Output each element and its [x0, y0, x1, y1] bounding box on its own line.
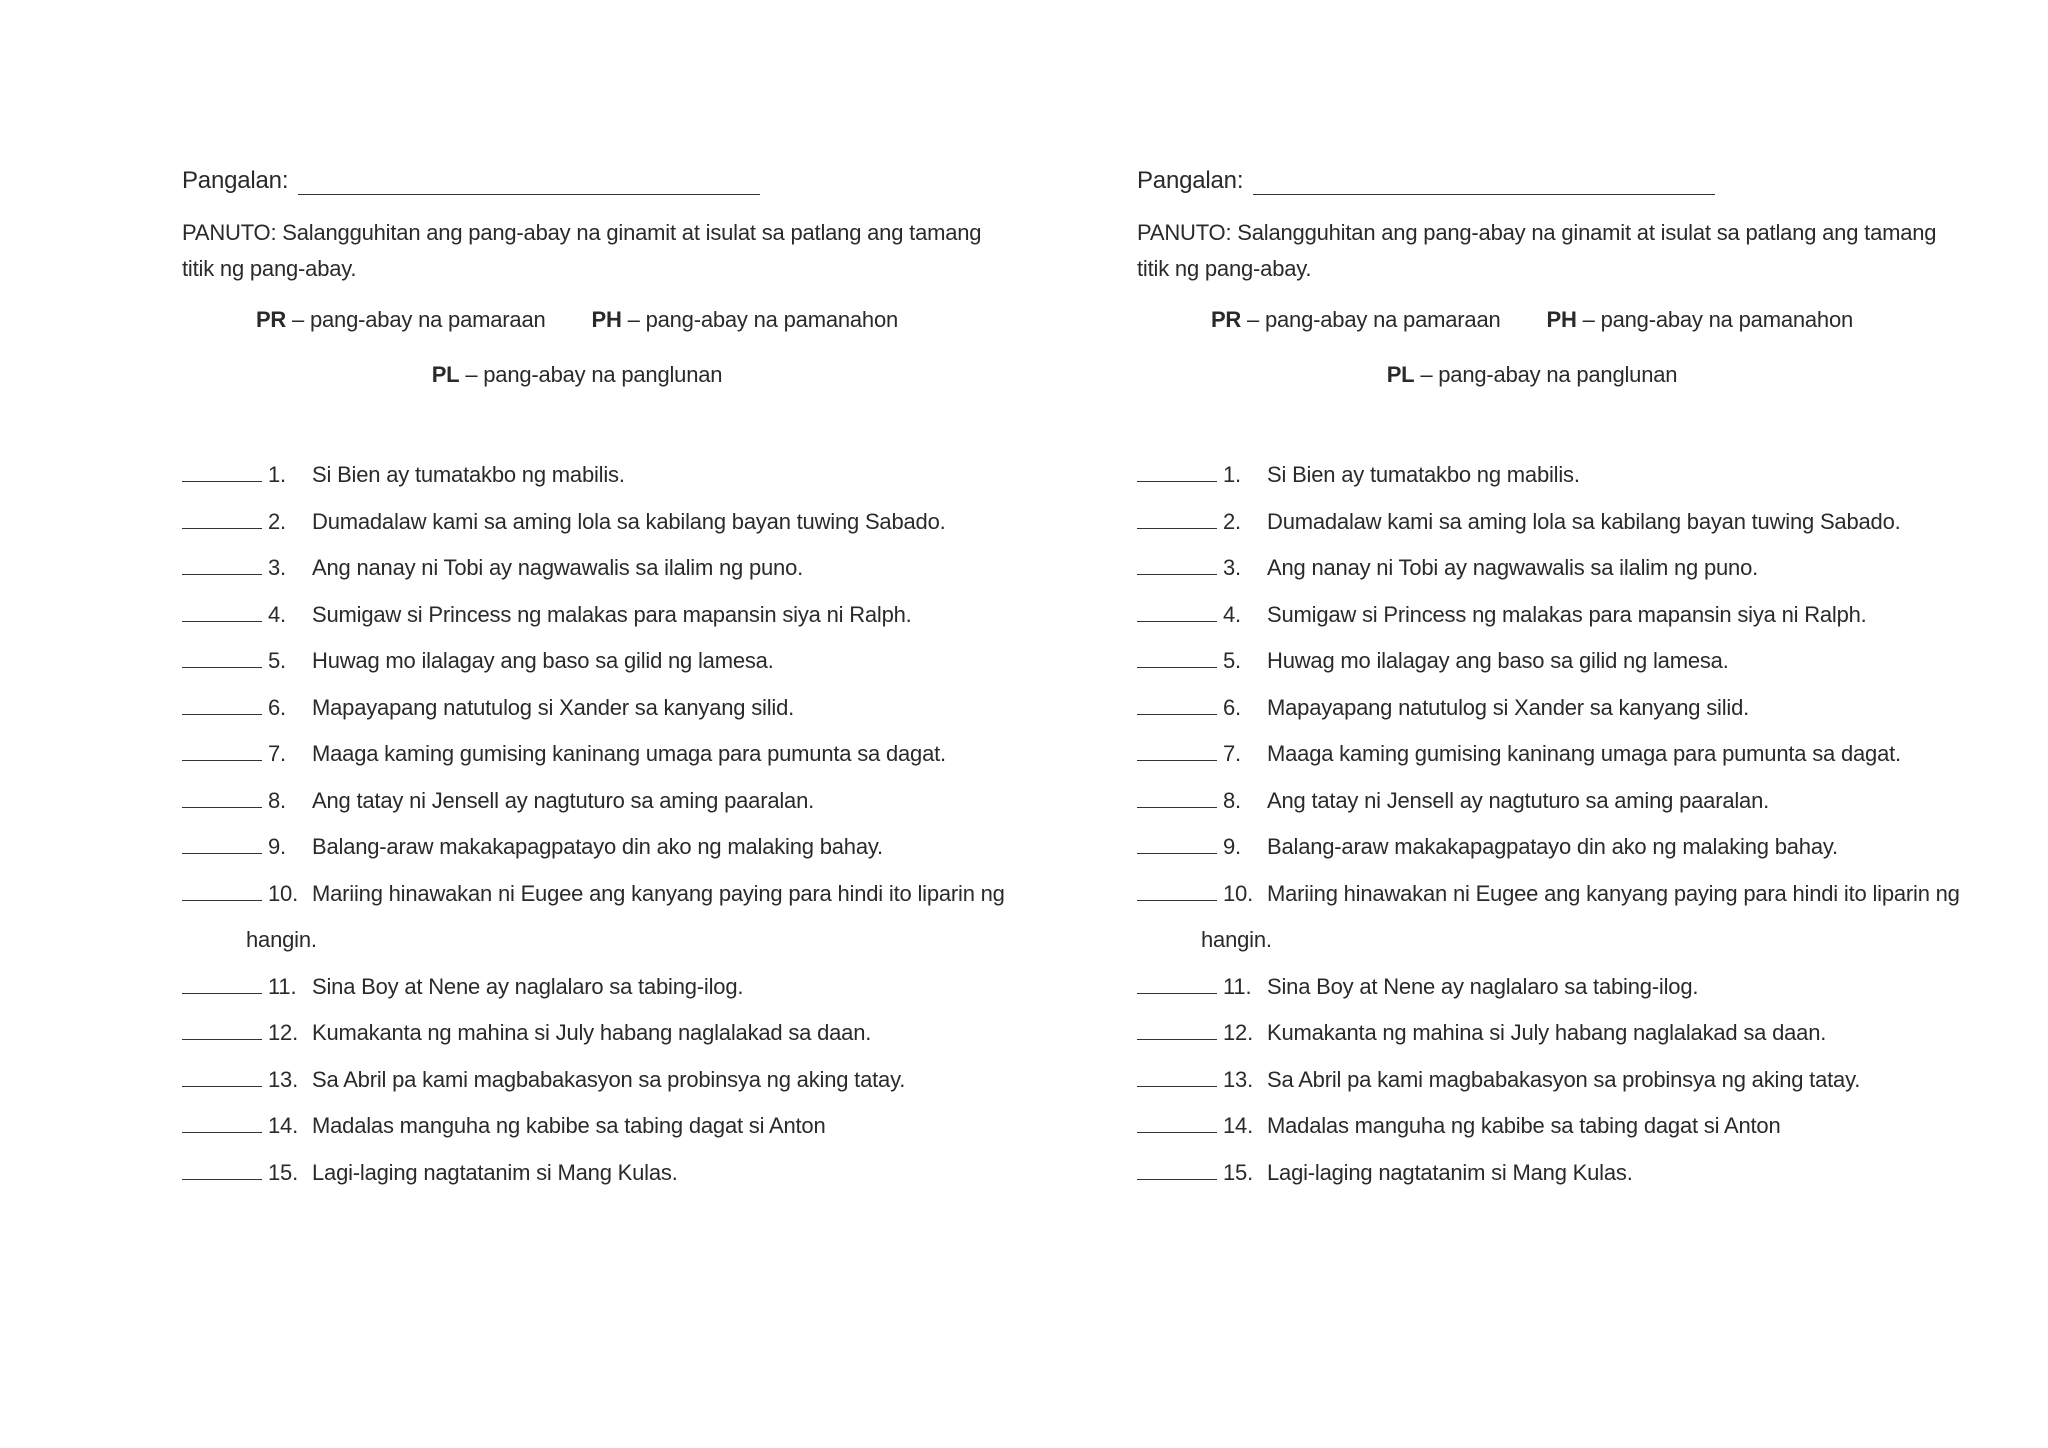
legend-ph: [592, 305, 899, 335]
legend-text: – pang-abay na pamaraan: [286, 307, 546, 332]
legend-row: [1137, 305, 1967, 335]
answer-blank: [182, 459, 262, 482]
item-text: Maaga kaming gumising kaninang umaga para pumunta sa dagat.: [312, 741, 946, 766]
name-blank-line: [1253, 166, 1715, 195]
legend-row: [182, 360, 1012, 390]
answer-blank: [182, 971, 262, 994]
item-list: [182, 452, 1012, 1196]
name-blank-line: [298, 166, 760, 195]
name-label: Pangalan:: [1137, 167, 1244, 194]
legend-code: PL: [431, 362, 460, 387]
answer-blank: [1137, 645, 1217, 668]
legend-code: PH: [591, 307, 622, 332]
answer-blank: [1137, 599, 1217, 622]
item-text: Balang-araw makakapagpatayo din ako ng malaking bahay.: [312, 834, 883, 859]
item-number: 14.: [1223, 1113, 1253, 1138]
item-number: 4.: [1223, 601, 1241, 627]
answer-blank: [1137, 971, 1217, 994]
answer-blank: [182, 1157, 262, 1180]
instructions: PANUTO: Salangguhitan ang pang-abay na ginamit at isulat sa patlang ang tamang titik ng pang-abay.: [1137, 220, 1937, 281]
answer-blank: [182, 645, 262, 668]
legend-code: PL: [1386, 362, 1415, 387]
item-number: 13.: [1223, 1066, 1253, 1092]
list-item: [182, 1150, 1012, 1197]
item-number: 9.: [268, 834, 286, 859]
list-item: [1137, 1150, 1967, 1197]
list-item: [1137, 871, 1967, 964]
answer-blank: [1137, 738, 1217, 761]
answer-blank: [1137, 1157, 1217, 1180]
item-text: Sina Boy at Nene ay naglalaro sa tabing-ilog.: [1267, 973, 1699, 999]
answer-blank: [1137, 878, 1217, 901]
instructions: PANUTO: Salangguhitan ang pang-abay na ginamit at isulat sa patlang ang tamang titik ng pang-abay.: [182, 220, 982, 281]
item-text: Ang tatay ni Jensell ay nagtuturo sa aming paaralan.: [1267, 787, 1770, 813]
list-item: [182, 871, 1012, 964]
list-item: [1137, 731, 1967, 778]
answer-blank: [182, 831, 262, 854]
item-number: 2.: [1223, 508, 1241, 534]
item-text: Si Bien ay tumatakbo ng mabilis.: [312, 462, 625, 487]
answer-blank: [1137, 692, 1217, 715]
item-number: 12.: [268, 1020, 298, 1045]
answer-blank: [1137, 1017, 1217, 1040]
item-text: Lagi-laging nagtatanim si Mang Kulas.: [1267, 1159, 1633, 1185]
answer-blank: [182, 506, 262, 529]
item-number: 4.: [268, 601, 286, 627]
list-item: [182, 499, 1012, 546]
legend-ph: [1547, 305, 1854, 335]
item-text: Dumadalaw kami sa aming lola sa kabilang bayan tuwing Sabado.: [1267, 508, 1901, 534]
item-text: Dumadalaw kami sa aming lola sa kabilang bayan tuwing Sabado.: [312, 508, 946, 534]
item-text: Sumigaw si Princess ng malakas para mapansin siya ni Ralph.: [1267, 601, 1867, 627]
item-text: Huwag mo ilalagay ang baso sa gilid ng lamesa.: [312, 648, 774, 673]
item-text: Sa Abril pa kami magbabakasyon sa probinsya ng aking tatay.: [1267, 1066, 1861, 1092]
list-item: [1137, 685, 1967, 732]
list-item: [182, 452, 1012, 499]
item-text: Sina Boy at Nene ay naglalaro sa tabing-ilog.: [312, 973, 744, 999]
item-number: 10.: [268, 880, 298, 906]
list-item: [182, 1010, 1012, 1057]
item-text: Ang nanay ni Tobi ay nagwawalis sa ilalim ng puno.: [1267, 555, 1759, 580]
item-number: 15.: [268, 1159, 298, 1185]
list-item: [182, 1057, 1012, 1104]
item-text: Lagi-laging nagtatanim si Mang Kulas.: [312, 1159, 678, 1185]
item-text: Ang tatay ni Jensell ay nagtuturo sa aming paaralan.: [312, 787, 815, 813]
answer-blank: [1137, 1110, 1217, 1133]
list-item: [182, 778, 1012, 825]
list-item: [1137, 964, 1967, 1011]
item-number: 11.: [1223, 973, 1252, 999]
item-text: Huwag mo ilalagay ang baso sa gilid ng lamesa.: [1267, 648, 1729, 673]
legend-pl: [432, 360, 723, 390]
item-text: Balang-araw makakapagpatayo din ako ng malaking bahay.: [1267, 834, 1838, 859]
list-item: [1137, 778, 1967, 825]
item-number: 3.: [268, 555, 286, 580]
legend-pl: [1387, 360, 1678, 390]
answer-blank: [182, 785, 262, 808]
answer-blank: [1137, 1064, 1217, 1087]
list-item: [1137, 1103, 1967, 1150]
legend-code: PR: [1210, 307, 1242, 332]
list-item: [182, 1103, 1012, 1150]
answer-blank: [182, 1064, 262, 1087]
legend-text: – pang-abay na pamanahon: [621, 307, 899, 332]
item-text: Mariing hinawakan ni Eugee ang kanyang paying para hindi ito liparin ng: [1267, 880, 1960, 906]
legend-text: – pang-abay na panglunan: [459, 362, 723, 387]
answer-blank: [1137, 831, 1217, 854]
item-number: 3.: [1223, 555, 1241, 580]
answer-blank: [1137, 552, 1217, 575]
item-text: Si Bien ay tumatakbo ng mabilis.: [1267, 462, 1580, 487]
list-item: [182, 685, 1012, 732]
answer-blank: [182, 599, 262, 622]
item-number: 5.: [1223, 648, 1241, 673]
worksheet-left: [182, 155, 1012, 1196]
item-list: [1137, 452, 1967, 1196]
item-text: Kumakanta ng mahina si July habang naglalakad sa daan.: [312, 1020, 872, 1045]
list-item: [1137, 1010, 1967, 1057]
item-text: Madalas manguha ng kabibe sa tabing dagat si Anton: [1267, 1113, 1781, 1138]
list-item: [182, 731, 1012, 778]
item-number: 2.: [268, 508, 286, 534]
item-number: 5.: [268, 648, 286, 673]
list-item: [1137, 1057, 1967, 1104]
item-text: Maaga kaming gumising kaninang umaga para pumunta sa dagat.: [1267, 741, 1901, 766]
item-text: Mariing hinawakan ni Eugee ang kanyang paying para hindi ito liparin ng: [312, 880, 1005, 906]
name-row: [182, 155, 1012, 195]
answer-blank: [1137, 785, 1217, 808]
item-number: 1.: [268, 462, 286, 487]
legend-pr: [1211, 305, 1501, 335]
list-item: [1137, 545, 1967, 592]
list-item: [182, 824, 1012, 871]
item-text-continuation: hangin.: [1201, 927, 1272, 952]
item-number: 9.: [1223, 834, 1241, 859]
item-text: Sumigaw si Princess ng malakas para mapansin siya ni Ralph.: [312, 601, 912, 627]
list-item: [182, 964, 1012, 1011]
item-number: 8.: [1223, 787, 1241, 813]
answer-blank: [182, 1110, 262, 1133]
answer-blank: [182, 878, 262, 901]
item-text: Mapayapang natutulog si Xander sa kanyang silid.: [312, 694, 795, 720]
list-item: [182, 592, 1012, 639]
item-number: 7.: [268, 741, 286, 766]
item-number: 13.: [268, 1066, 298, 1092]
answer-blank: [1137, 459, 1217, 482]
item-number: 10.: [1223, 880, 1253, 906]
item-number: 8.: [268, 787, 286, 813]
item-number: 1.: [1223, 462, 1241, 487]
name-label: Pangalan:: [182, 167, 289, 194]
item-number: 6.: [268, 694, 286, 720]
list-item: [182, 545, 1012, 592]
item-text: Ang nanay ni Tobi ay nagwawalis sa ilalim ng puno.: [312, 555, 804, 580]
item-number: 11.: [268, 973, 297, 999]
legend-row: [1137, 360, 1967, 390]
item-text: Madalas manguha ng kabibe sa tabing dagat si Anton: [312, 1113, 826, 1138]
item-text: Kumakanta ng mahina si July habang naglalakad sa daan.: [1267, 1020, 1827, 1045]
item-text: Sa Abril pa kami magbabakasyon sa probinsya ng aking tatay.: [312, 1066, 906, 1092]
answer-blank: [1137, 506, 1217, 529]
name-row: [1137, 155, 1967, 195]
answer-blank: [182, 1017, 262, 1040]
answer-blank: [182, 738, 262, 761]
answer-blank: [182, 692, 262, 715]
legend-text: – pang-abay na pamaraan: [1241, 307, 1501, 332]
item-number: 15.: [1223, 1159, 1253, 1185]
legend-code: PR: [255, 307, 287, 332]
legend-text: – pang-abay na panglunan: [1414, 362, 1678, 387]
list-item: [182, 638, 1012, 685]
list-item: [1137, 452, 1967, 499]
item-number: 6.: [1223, 694, 1241, 720]
item-number: 14.: [268, 1113, 298, 1138]
legend-text: – pang-abay na pamanahon: [1576, 307, 1854, 332]
item-text-continuation: hangin.: [246, 927, 317, 952]
legend-row: [182, 305, 1012, 335]
list-item: [1137, 824, 1967, 871]
item-number: 7.: [1223, 741, 1241, 766]
list-item: [1137, 499, 1967, 546]
list-item: [1137, 592, 1967, 639]
answer-blank: [182, 552, 262, 575]
item-text: Mapayapang natutulog si Xander sa kanyang silid.: [1267, 694, 1750, 720]
list-item: [1137, 638, 1967, 685]
legend-code: PH: [1546, 307, 1577, 332]
legend-pr: [256, 305, 546, 335]
worksheet-right: [1137, 155, 1967, 1196]
item-number: 12.: [1223, 1020, 1253, 1045]
